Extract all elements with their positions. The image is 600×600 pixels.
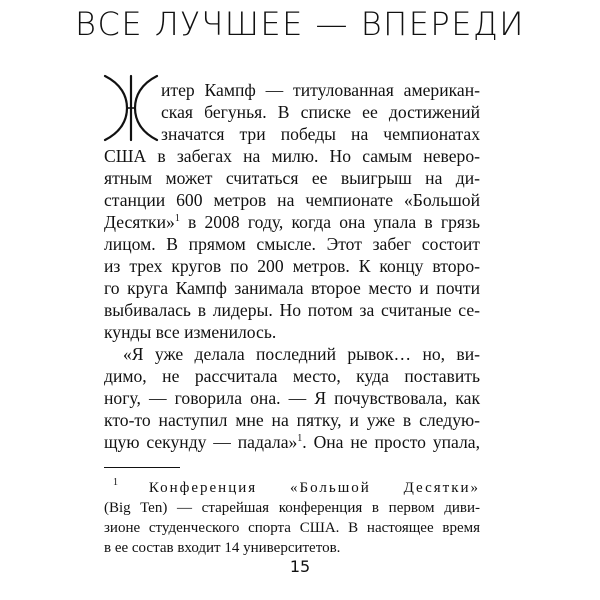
ornamental-drop-cap xyxy=(101,70,161,146)
body-line: станции 600 метров на чемпионате «Большой xyxy=(104,190,480,210)
body-line: кто-то наступил мне на пятку, и уже в следую- xyxy=(104,410,480,430)
footnote-term: Конференция «Большой Десятки» xyxy=(148,480,481,496)
body-line-with-footnote-ref: щую секунду — падала»$^1$. Она не просто упала, xyxy=(104,432,480,452)
body-text: щую секунду — падала» xyxy=(104,432,298,452)
footnote-reference[interactable]: 1 xyxy=(297,433,303,444)
body-line: ногу, — говорила она. — Я почувствовала, как xyxy=(104,388,480,408)
footnote-line: (Big Ten) — старейшая конференция в первом диви- xyxy=(104,500,480,516)
page-number: 15 xyxy=(289,557,311,576)
running-head: ВСЕ ЛУЧШЕЕ — ВПЕРЕДИ xyxy=(75,5,525,43)
body-line: «Я уже делала последний рывок… но, ви- xyxy=(123,344,480,364)
body-line: выбивалась в лидеры. Но потом за считаные се- xyxy=(104,300,480,320)
body-line: США в забегах на милю. Но самым неверо- xyxy=(104,146,480,166)
body-line: го круга Кампф занимала второе место и почти xyxy=(104,278,480,298)
body-line: лицом. В прямом смысле. Этот забег состоит xyxy=(104,234,480,254)
body-line: кунды все изменилось. xyxy=(104,322,277,342)
body-line: значатся три победы на чемпионатах xyxy=(161,124,480,144)
body-text: Она не просто упала, xyxy=(313,432,480,452)
footnote-line: зионе студенческого спорта США. В настоящее время xyxy=(104,520,480,536)
body-text: в 2008 году, когда она упала в грязь xyxy=(188,212,480,232)
body-line: итер Кампф — титулованная американ- xyxy=(161,80,480,100)
body-line: димо, не рассчитала место, куда поставить xyxy=(104,366,480,386)
body-line: ская бегунья. В списке ее достижений xyxy=(161,102,480,122)
footnote-reference[interactable]: 1 xyxy=(174,213,180,224)
body-line: из трех кругов по 200 метров. К концу второ- xyxy=(104,256,480,276)
footnote-line xyxy=(113,478,480,498)
body-text: Десятки» xyxy=(104,212,175,232)
footnote-rule xyxy=(104,467,180,468)
body-line-with-footnote-ref xyxy=(104,211,480,233)
body-line: ятным может считаться ее выигрыш на ди- xyxy=(104,168,480,188)
footnote-marker: 1 xyxy=(113,477,118,488)
footnote-line: в ее состав входит 14 университетов. xyxy=(104,540,341,556)
